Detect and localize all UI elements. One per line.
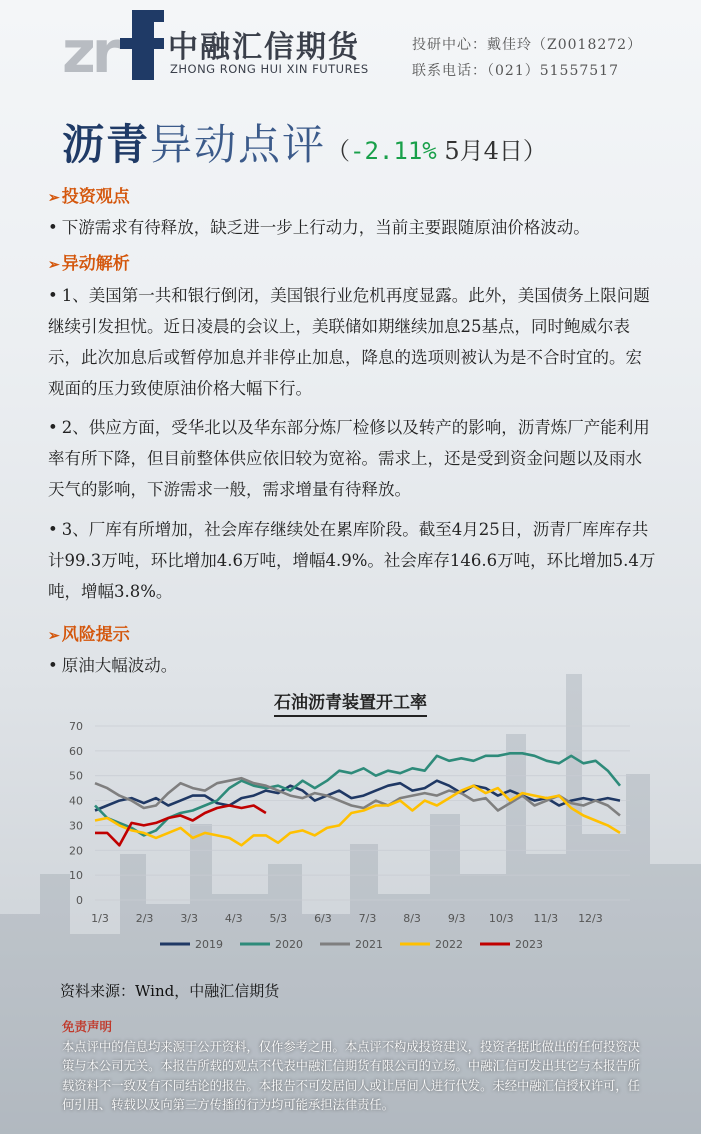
- x-tick-label: 1/3: [91, 912, 109, 925]
- legend-label-2021: 2021: [355, 938, 383, 951]
- data-source: 资料来源：Wind，中融汇信期货: [60, 982, 280, 1000]
- y-tick-label: 20: [69, 844, 83, 858]
- x-tick-label: 3/3: [180, 912, 199, 925]
- legend-label-2022: 2022: [435, 938, 463, 951]
- section-heading-risk: ➢ 风险提示: [48, 625, 130, 645]
- company-name-en: ZHONG RONG HUI XIN FUTURES: [170, 62, 369, 76]
- section-heading-view: ➢ 投资观点: [48, 187, 130, 207]
- risk-paragraph: • 原油大幅波动。: [48, 656, 178, 675]
- y-tick-label: 10: [69, 869, 83, 883]
- y-tick-label: 0: [76, 894, 83, 907]
- svg-text:zr: zr: [62, 18, 117, 85]
- series-line-2020: [95, 753, 620, 835]
- x-tick-label: 11/3: [533, 912, 559, 925]
- research-contact: 投研中心：戴佳玲（Z0018272）: [412, 37, 643, 53]
- phone-contact: 联系电话：（021）51557517: [412, 63, 619, 79]
- disclaimer-text: 本点评中的信息均来源于公开资料，仅作参考之用。本点评不构成投资建议，投资者据此做出的任何投资决策与本公司无关。本报告所载的观点不代表中融汇信期货有限公司的立场。中融汇信可发出其它与本报告所载资料不一致及有不同结论的报告。本报告不可发居间人或让居间人进行代发。未经中融汇信授权许可，任何引用、转载以及向第三方传播的行为均可能承担法律责任。: [62, 1040, 640, 1112]
- x-tick-label: 7/3: [358, 912, 377, 925]
- view-paragraph: • 下游需求有待释放，缺乏进一步上行动力，当前主要跟随原油价格波动。: [48, 218, 590, 237]
- arrow-icon: ➢: [48, 190, 60, 206]
- report-title: [62, 112, 547, 172]
- chart-title: 石油沥青装置开工率: [0, 688, 701, 713]
- legend-label-2020: 2020: [275, 938, 303, 951]
- y-tick-label: 30: [69, 819, 83, 833]
- x-tick-label: 6/3: [314, 912, 332, 925]
- x-tick-label: 10/3: [488, 912, 514, 925]
- x-tick-label: 2/3: [135, 912, 154, 925]
- x-tick-label: 9/3: [447, 912, 466, 925]
- operating-rate-line-chart: [50, 712, 650, 962]
- disclaimer-title: 免责声明: [62, 1019, 113, 1034]
- title-paren: （: [326, 137, 351, 165]
- arrow-icon: ➢: [48, 628, 60, 644]
- y-tick-label: 50: [69, 769, 83, 783]
- legend-label-2023: 2023: [515, 938, 543, 951]
- report-date: 5月4日）: [436, 137, 547, 165]
- y-tick-label: 60: [69, 744, 83, 758]
- section-heading-analysis: ➢ 异动解析: [48, 254, 130, 274]
- price-change: -2.11%: [350, 137, 437, 165]
- report-header: [0, 0, 701, 100]
- y-tick-label: 70: [69, 720, 83, 733]
- x-tick-label: 5/3: [269, 912, 288, 925]
- title-commodity: 沥青: [62, 120, 151, 169]
- company-name-cn: 中融汇信期货: [168, 30, 360, 65]
- title-type: 异动点评: [150, 120, 327, 169]
- x-tick-label: 4/3: [224, 912, 243, 925]
- analysis-paragraph-1: • 1、美国第一共和银行倒闭，美国银行业危机再度显露。此外，美国债务上限问题继续引发担忧。近日凌晨的会议上，美联储如期继续加息25基点，同时鲍威尔表示，此次加息后或暂停加息并非停止加息，降息的选项则被认为是不合时宜的。宏观面的压力致使原油价格大幅下行。: [48, 286, 650, 398]
- legend-label-2019: 2019: [195, 938, 223, 951]
- arrow-icon: ➢: [48, 257, 60, 273]
- analysis-paragraph-2: • 2、供应方面，受华北以及华东部分炼厂检修以及转产的影响，沥青炼厂产能利用率有所下降，但目前整体供应依旧较为宽裕。需求上，还是受到资金问题以及雨水天气的影响，下游需求一般，需求增量有待释放。: [48, 418, 650, 499]
- x-tick-label: 12/3: [578, 912, 603, 925]
- x-tick-label: 8/3: [403, 912, 421, 925]
- analysis-paragraph-3: • 3、厂库有所增加，社会库存继续处在累库阶段。截至4月25日，沥青厂库库存共计99.3万吨，环比增加4.6万吨，增幅4.9%。社会库存146.6万吨，环比增加5.4万吨，增幅3.8%。: [48, 520, 656, 601]
- y-tick-label: 40: [69, 794, 83, 808]
